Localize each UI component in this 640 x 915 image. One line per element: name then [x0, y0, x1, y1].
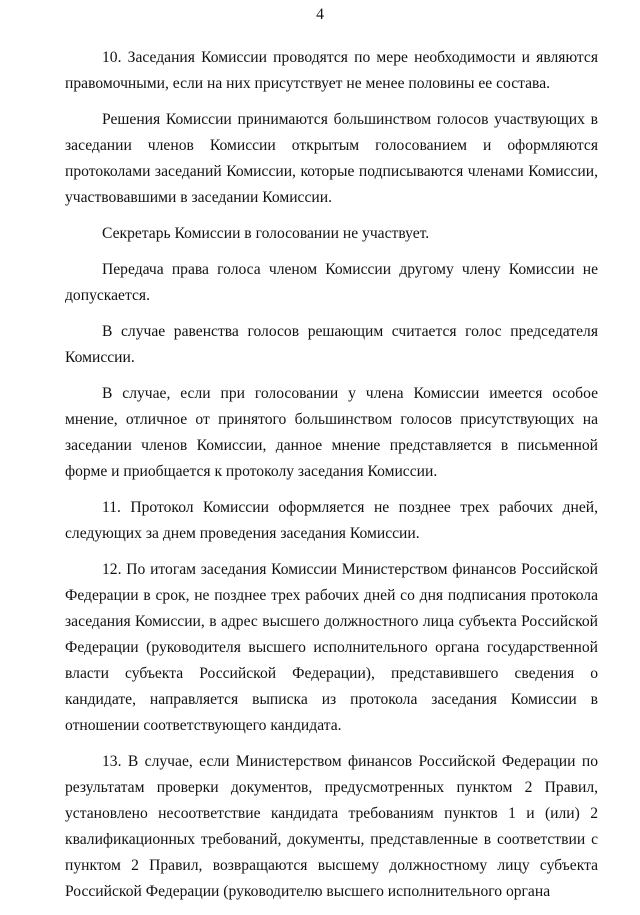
- paragraph-decisions: Решения Комиссии принимаются большинством голосов участвующих в заседании членов Комиссии открытым голосованием и оформляются протоколами заседаний Комиссии, которые подписываются членами Комиссии, участвовавшими в заседании Комиссии.: [65, 111, 598, 206]
- paragraph-tie-vote: В случае равенства голосов решающим считается голос председателя Комиссии.: [65, 323, 598, 366]
- paragraph-11: 11. Протокол Комиссии оформляется не позднее трех рабочих дней, следующих за днем проведения заседания Комиссии.: [65, 499, 598, 542]
- paragraph-vote-transfer: Передача права голоса членом Комиссии другому члену Комиссии не допускается.: [65, 261, 598, 304]
- paragraph-secretary: Секретарь Комиссии в голосовании не участвует.: [102, 225, 430, 242]
- paragraph-dissent: В случае, если при голосовании у члена Комиссии имеется особое мнение, отличное от принятого большинством голосов присутствующих на заседании членов Комиссии, данное мнение представляется в письменной форме и приобщается к протоколу заседания Комиссии.: [65, 385, 598, 480]
- page-number: 4: [316, 6, 324, 23]
- document-body: [65, 45, 598, 915]
- paragraph-13: 13. В случае, если Министерством финансов Российской Федерации по результатам проверки документов, предусмотренных пунктом 2 Правил, установлено несоответствие кандидата требованиям пунктов 1 и (или) 2 квалификационных требований, документы, представленные в соответствии с пунктом 2 Правил, возвращаются высшему должностному лицу субъекта Российской Федерации (руководителю высшего исполнительного органа: [65, 753, 598, 900]
- paragraph-10: 10. Заседания Комиссии проводятся по мере необходимости и являются правомочными, если на них присутствует не менее половины ее состава.: [65, 49, 598, 92]
- paragraph-12: 12. По итогам заседания Комиссии Министерством финансов Российской Федерации в срок, не позднее трех рабочих дней со дня подписания протокола заседания Комиссии, в адрес высшего должностного лица субъекта Российской Федерации (руководителя высшего исполнительного органа государственной власти субъекта Российской Федерации), представившего сведения о кандидате, направляется выписка из протокола заседания Комиссии в отношении соответствующего кандидата.: [65, 561, 598, 734]
